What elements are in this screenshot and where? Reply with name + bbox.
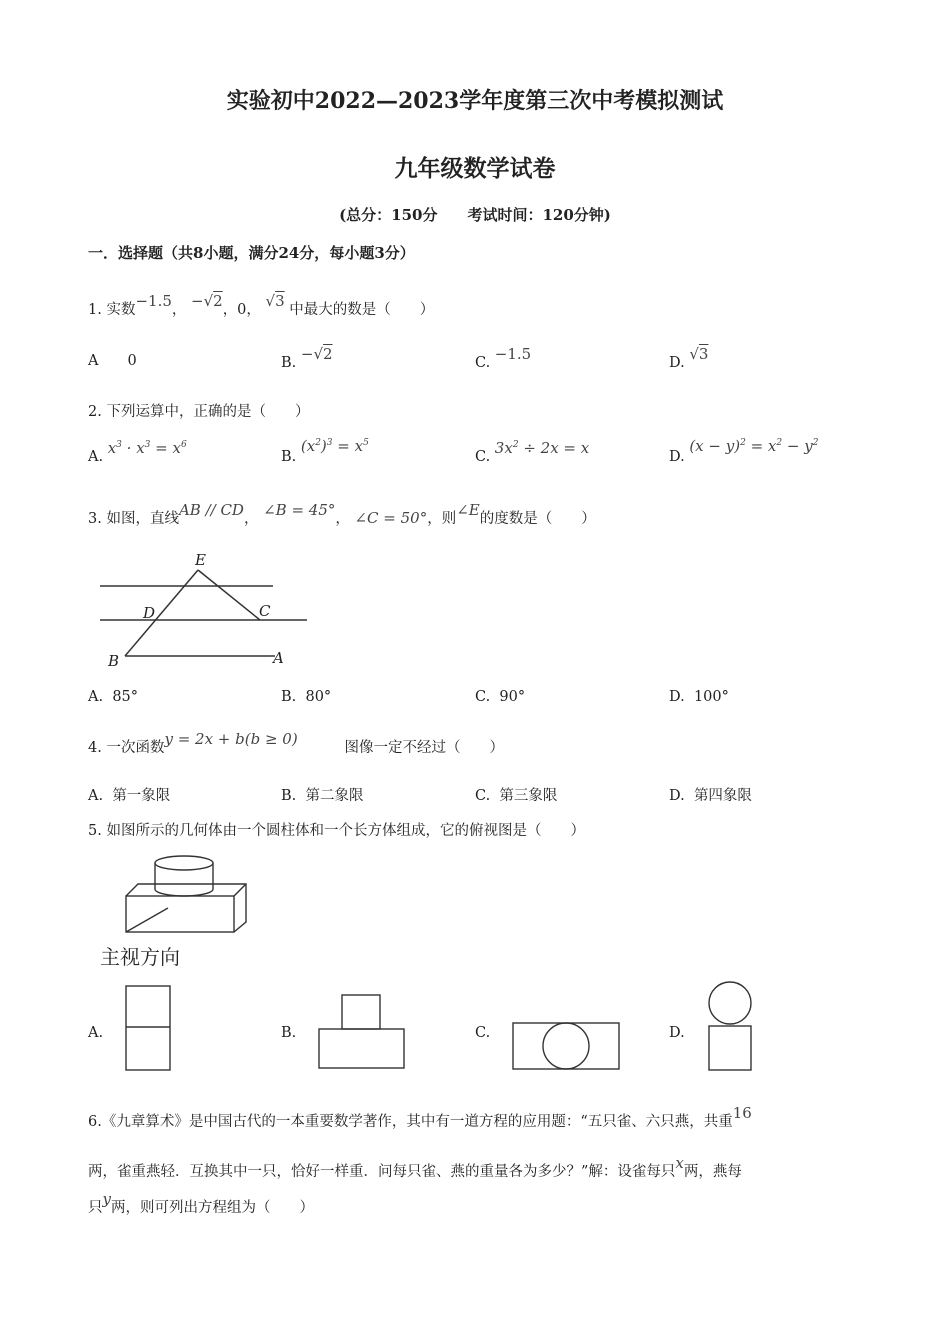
q5-solid-figure <box>122 852 252 936</box>
option-letter: A. <box>88 689 104 705</box>
q3-option-c[interactable] <box>475 689 525 705</box>
exam-info: (总分：150分 考试时间：120分钟) <box>339 206 611 224</box>
cuboid-back <box>126 884 246 932</box>
q1-c-rad: 3 <box>275 292 285 310</box>
q3-math-parallel: AB // CD <box>178 501 244 519</box>
q1-sep1: ， <box>171 302 187 318</box>
shape-base-rect <box>319 1029 404 1068</box>
option-rad: 3 <box>698 345 709 363</box>
q3-sep3: ，则 <box>427 511 457 527</box>
question-1 <box>88 292 435 319</box>
option-text: 第一象限 <box>112 788 171 804</box>
option-math: $x^3 \cdot x^3 = x^6$ <box>107 439 187 457</box>
q4-option-d[interactable] <box>669 784 752 805</box>
question-6-line-1 <box>88 1104 752 1131</box>
q5-option-b[interactable] <box>281 1025 296 1041</box>
option-letter: D. <box>669 1025 685 1041</box>
question-4 <box>88 730 504 757</box>
option-letter: C. <box>475 449 491 465</box>
q4-option-b[interactable] <box>281 784 363 805</box>
q3-sep1: ， <box>243 511 259 527</box>
option-math: −1.5 <box>494 345 532 363</box>
q2-option-c[interactable] <box>475 439 590 465</box>
q1-option-d[interactable] <box>669 345 709 371</box>
q3-math-angle-b: ∠B = 45° <box>263 501 336 519</box>
option-letter: C. <box>475 355 491 371</box>
shape-square <box>709 1026 751 1070</box>
q5-option-a[interactable] <box>88 1025 103 1041</box>
option-letter: A. <box>88 788 104 804</box>
q1-value-b: −√2 <box>191 292 223 310</box>
section-title: 一．选择题（共8小题，满分24分，每小题3分） <box>88 244 415 262</box>
question-6-line-3 <box>88 1190 314 1217</box>
q3-figure <box>95 548 315 673</box>
exam-subtitle: 九年级数学试卷 <box>394 155 556 182</box>
option-minus: − <box>300 345 314 363</box>
q5-option-d[interactable] <box>669 1025 685 1041</box>
option-math: √3 <box>689 345 709 363</box>
option-letter: D. <box>669 788 685 804</box>
q6-number: 16 <box>732 1104 752 1122</box>
q3-option-d[interactable] <box>669 689 729 705</box>
exam-title: 实验初中2022—2023学年度第三次中考模拟测试 <box>226 88 724 114</box>
q4-option-c[interactable] <box>475 784 557 805</box>
q4-formula: y = 2x + b(b ≥ 0) <box>164 730 298 748</box>
line-be <box>125 570 198 656</box>
q6-text-2: 两，雀重燕轻．互换其中一只，恰好一样重．问每只雀、燕的重量各为多少？”解：设雀每只 <box>88 1164 676 1180</box>
q6-var-y: y <box>102 1190 111 1208</box>
q4-option-a[interactable] <box>88 784 170 805</box>
q2-option-a[interactable] <box>88 439 187 465</box>
option-letter: B. <box>281 355 297 371</box>
shape-rect <box>513 1023 619 1069</box>
q1-value-a: −1.5 <box>135 292 172 310</box>
question-6-line-2 <box>88 1154 742 1181</box>
label-d: D <box>143 604 156 622</box>
option-letter: C. <box>475 689 491 705</box>
q1-pre: 实数 <box>106 302 136 318</box>
q2-option-b[interactable] <box>281 437 369 465</box>
q5-option-a-figure <box>125 985 171 1071</box>
option-letter: C. <box>475 788 491 804</box>
q6-text-2-end: 两，燕每 <box>683 1164 742 1180</box>
q5-caption: 主视方向 <box>100 945 180 969</box>
shape-circle <box>709 982 751 1024</box>
q1-post: 中最大的数是（ ） <box>289 302 435 318</box>
option-letter: C. <box>475 1025 491 1041</box>
label-c: C <box>259 602 271 620</box>
option-text: 85° <box>112 689 139 705</box>
option-math: $3x^2 \div 2x = x$ <box>494 439 590 457</box>
option-letter: B. <box>281 1025 297 1041</box>
q3-sep2: ， <box>335 511 350 527</box>
question-5: 5. 如图所示的几何体由一个圆柱体和一个长方体组成，它的俯视图是（ ） <box>88 823 585 839</box>
option-math: $(x^2)^3 = x^5$ <box>300 437 369 455</box>
option-letter: A <box>88 353 99 369</box>
label-e: E <box>195 551 206 569</box>
label-b: B <box>108 652 120 670</box>
q1-sep2: ，0， <box>222 302 261 318</box>
option-text: 100° <box>693 689 729 705</box>
q6-var-x: x <box>675 1154 684 1172</box>
option-text: 第四象限 <box>693 788 752 804</box>
question-2: 2. 下列运算中，正确的是（ ） <box>88 404 310 420</box>
option-letter: D. <box>669 449 685 465</box>
option-letter: D. <box>669 689 685 705</box>
line-ec <box>198 570 260 620</box>
q6-text-3-post: 两，则可列出方程组为（ ） <box>110 1200 314 1216</box>
view-arrow <box>126 908 168 932</box>
question-3 <box>88 501 596 528</box>
option-text: 90° <box>499 689 526 705</box>
q5-option-c[interactable] <box>475 1025 490 1041</box>
option-text: 80° <box>305 689 332 705</box>
q3-post: 的度数是（ ） <box>479 511 596 527</box>
option-text: 第三象限 <box>499 788 558 804</box>
shape-rect <box>126 986 170 1070</box>
q1-value-c: √3 <box>265 292 285 310</box>
q3-option-a[interactable] <box>88 689 138 705</box>
option-text: 0 <box>127 353 137 369</box>
q1-b-minus: − <box>191 292 204 310</box>
option-letter: B. <box>281 788 297 804</box>
option-math: −√2 <box>300 345 333 363</box>
option-text: 第二象限 <box>305 788 364 804</box>
cuboid-edge <box>234 884 246 896</box>
q3-math-angle-e: ∠E <box>456 501 480 519</box>
q3-option-b[interactable] <box>281 689 331 705</box>
option-rad: 2 <box>323 345 333 363</box>
shape-circle <box>543 1023 589 1069</box>
option-letter: B. <box>281 449 297 465</box>
q1-b-rad: 2 <box>213 292 223 310</box>
cylinder-bottom <box>155 889 213 896</box>
cuboid-front <box>126 896 234 932</box>
q3-pre: 3. 如图，直线 <box>88 511 179 527</box>
q5-option-c-figure <box>512 1022 622 1072</box>
option-letter: B. <box>281 689 297 705</box>
option-letter: A. <box>88 1025 104 1041</box>
q1-option-b[interactable] <box>281 345 333 371</box>
q1-option-a[interactable] <box>88 353 137 369</box>
q6-text-3-pre: 只 <box>88 1200 103 1216</box>
q4-pre: 4. 一次函数 <box>88 740 165 756</box>
q5-option-d-figure <box>707 982 755 1072</box>
cylinder-top <box>155 856 213 870</box>
option-letter: A. <box>88 449 104 465</box>
shape-top-rect <box>342 995 380 1029</box>
q2-option-d[interactable] <box>669 437 819 465</box>
label-a: A <box>273 649 284 667</box>
q6-text-1: 6.《九章算术》是中国古代的一本重要数学著作，其中有一道方程的应用题：“五只雀、六只燕，共重 <box>88 1114 733 1130</box>
q3-math-angle-c: ∠C = 50° <box>354 509 428 527</box>
q1-option-c[interactable] <box>475 345 532 371</box>
option-math: $(x - y)^2 = x^2 - y^2$ <box>689 437 819 455</box>
q5-option-b-figure <box>318 994 406 1070</box>
q4-post: 图像一定不经过（ ） <box>344 740 504 756</box>
q1-number: 1. <box>88 302 102 318</box>
option-letter: D. <box>669 355 685 371</box>
